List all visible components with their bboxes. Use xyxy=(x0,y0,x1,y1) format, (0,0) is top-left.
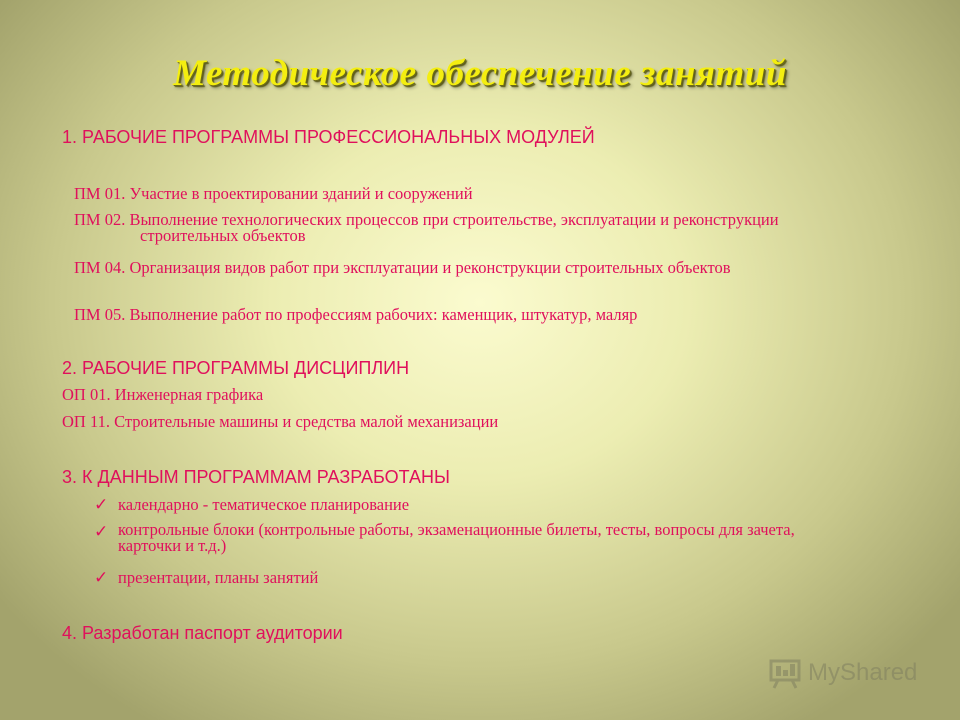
module-item: ПМ 05. Выполнение работ по профессиям рабочих: каменщик, штукатур, маляр xyxy=(74,305,638,324)
check-icon: ✓ xyxy=(94,522,109,542)
discipline-item: ОП 11. Строительные машины и средства малой механизации xyxy=(62,412,499,431)
developed-item: контрольные блоки (контрольные работы, экзаменационные билеты, тесты, вопросы для зачета, карточки и т.д.) xyxy=(118,520,795,555)
check-icon: ✓ xyxy=(94,568,109,588)
module-item: ПМ 04. Организация видов работ при эксплуатации и реконструкции строительных объектов xyxy=(74,258,731,277)
module-item: ПМ 02. Выполнение технологических процессов при строительстве, эксплуатации и реконструкции строительных объектов xyxy=(74,210,779,245)
watermark-text: MyShared xyxy=(808,659,918,686)
slide-title: Методическое обеспечение занятий xyxy=(173,53,787,94)
presentation-board-icon xyxy=(768,656,802,690)
check-icon: ✓ xyxy=(94,495,109,515)
developed-item: календарно - тематическое планирование xyxy=(118,495,410,514)
module-item: ПМ 01. Участие в проектировании зданий и сооружений xyxy=(74,184,473,203)
section2-heading: 2. РАБОЧИЕ ПРОГРАММЫ ДИСЦИПЛИН xyxy=(62,358,410,378)
developed-item: презентации, планы занятий xyxy=(118,568,319,587)
section1-heading: 1. РАБОЧИЕ ПРОГРАММЫ ПРОФЕССИОНАЛЬНЫХ МОДУЛЕЙ xyxy=(62,127,595,147)
watermark-logo xyxy=(768,656,917,690)
discipline-item: ОП 01. Инженерная графика xyxy=(62,385,264,404)
section4-heading: 4. Разработан паспорт аудитории xyxy=(62,623,343,643)
section3-heading: 3. К ДАННЫМ ПРОГРАММАМ РАЗРАБОТАНЫ xyxy=(62,467,450,487)
